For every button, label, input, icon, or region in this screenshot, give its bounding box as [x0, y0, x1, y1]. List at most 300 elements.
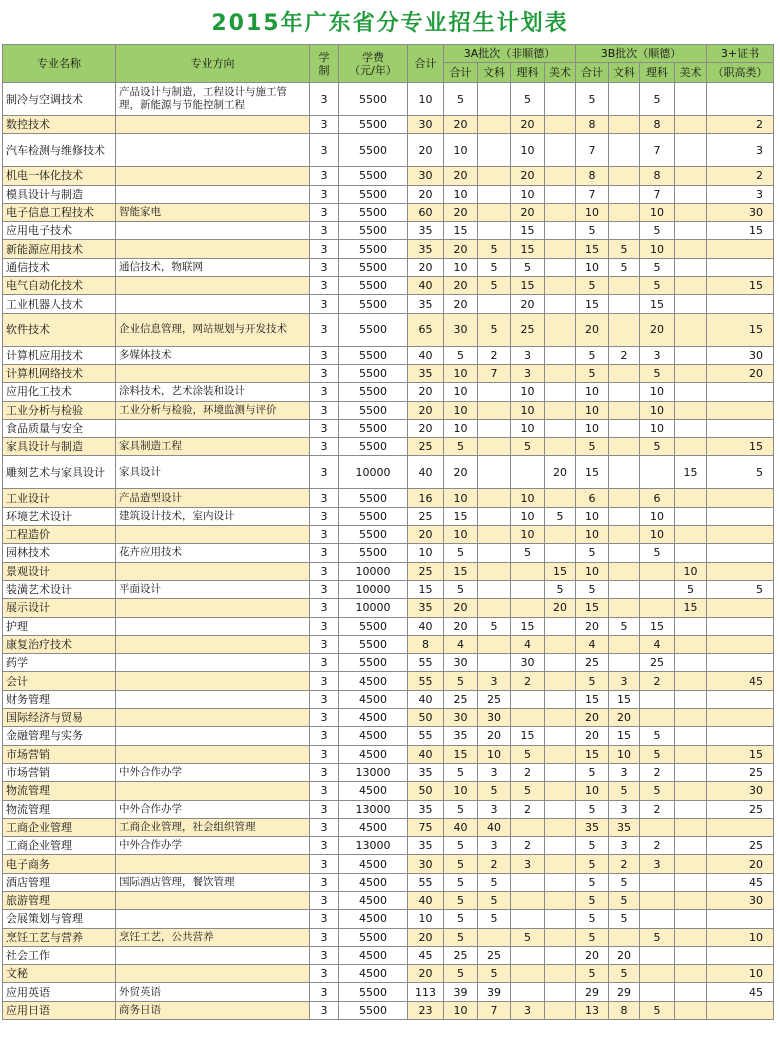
row-years: 3 [310, 295, 339, 313]
row-direction [116, 134, 310, 167]
row-cert: 25 [707, 763, 774, 781]
row-years: 3 [310, 928, 339, 946]
table-row [3, 983, 774, 1001]
row-3b-li: 10 [640, 401, 675, 419]
row-3a-wen: 5 [478, 277, 511, 295]
row-3b-total: 5 [576, 855, 609, 873]
row-fee: 5500 [339, 526, 408, 544]
row-name: 应用日语 [3, 1001, 116, 1019]
row-3b-wen: 3 [609, 763, 640, 781]
row-3a-li [511, 965, 545, 983]
row-3a-wen [478, 419, 511, 437]
row-name: 工业机器人技术 [3, 295, 116, 313]
row-3a-total: 10 [444, 258, 478, 276]
row-fee: 5500 [339, 116, 408, 134]
row-3a-mei [545, 745, 576, 763]
row-direction [116, 617, 310, 635]
table-row [3, 346, 774, 364]
row-cert: 2 [707, 167, 774, 185]
row-3b-wen [609, 599, 640, 617]
row-3b-total: 10 [576, 419, 609, 437]
row-3b-wen [609, 185, 640, 203]
row-3a-total: 20 [444, 240, 478, 258]
row-3a-li: 2 [511, 800, 545, 818]
row-3a-mei [545, 346, 576, 364]
table-row [3, 383, 774, 401]
row-3a-wen [478, 654, 511, 672]
row-3a-total: 10 [444, 782, 478, 800]
row-fee: 5500 [339, 364, 408, 382]
row-3a-total: 20 [444, 167, 478, 185]
table-row [3, 635, 774, 653]
row-3b-mei [675, 203, 707, 221]
row-3a-li: 5 [511, 782, 545, 800]
row-total: 30 [408, 855, 444, 873]
row-fee: 5500 [339, 222, 408, 240]
row-3b-total: 5 [576, 580, 609, 598]
row-3a-wen: 5 [478, 891, 511, 909]
row-3b-mei [675, 346, 707, 364]
row-3a-li: 20 [511, 203, 545, 221]
row-total: 10 [408, 83, 444, 116]
row-cert: 20 [707, 855, 774, 873]
row-3a-mei [545, 654, 576, 672]
row-name: 物流管理 [3, 800, 116, 818]
row-cert [707, 507, 774, 525]
row-3b-mei [675, 635, 707, 653]
row-total: 20 [408, 928, 444, 946]
row-3b-total: 5 [576, 837, 609, 855]
row-3a-wen: 5 [478, 782, 511, 800]
row-direction [116, 599, 310, 617]
row-3b-li [640, 983, 675, 1001]
row-total: 20 [408, 401, 444, 419]
row-3a-total: 5 [444, 928, 478, 946]
row-3b-wen: 15 [609, 727, 640, 745]
row-name: 财务管理 [3, 690, 116, 708]
row-name: 会计 [3, 672, 116, 690]
table-row [3, 507, 774, 525]
row-3a-mei [545, 383, 576, 401]
row-direction: 中外合作办学 [116, 837, 310, 855]
row-fee: 5500 [339, 617, 408, 635]
row-3a-li: 15 [511, 222, 545, 240]
row-3a-wen [478, 507, 511, 525]
row-cert [707, 818, 774, 836]
row-cert [707, 946, 774, 964]
row-3a-total: 5 [444, 873, 478, 891]
table-row [3, 672, 774, 690]
row-cert [707, 690, 774, 708]
row-3a-li [511, 873, 545, 891]
row-fee: 4500 [339, 727, 408, 745]
row-3a-li: 10 [511, 489, 545, 507]
row-years: 3 [310, 818, 339, 836]
row-3b-total: 5 [576, 277, 609, 295]
row-3a-mei [545, 313, 576, 346]
row-3a-wen [478, 580, 511, 598]
row-direction [116, 526, 310, 544]
row-total: 35 [408, 599, 444, 617]
row-direction [116, 946, 310, 964]
row-3a-total: 10 [444, 1001, 478, 1019]
row-3a-wen [478, 562, 511, 580]
row-3b-wen [609, 507, 640, 525]
row-total: 35 [408, 240, 444, 258]
row-name: 金融管理与实务 [3, 727, 116, 745]
row-3a-total: 10 [444, 364, 478, 382]
row-name: 市场营销 [3, 745, 116, 763]
row-3b-mei: 5 [675, 580, 707, 598]
table-row [3, 763, 774, 781]
row-3b-total: 5 [576, 672, 609, 690]
row-3a-total: 5 [444, 763, 478, 781]
row-3b-total: 10 [576, 526, 609, 544]
row-3b-mei [675, 134, 707, 167]
row-3b-wen [609, 383, 640, 401]
row-3b-total: 20 [576, 709, 609, 727]
row-name: 数控技术 [3, 116, 116, 134]
row-3a-mei: 5 [545, 580, 576, 598]
row-3a-mei [545, 910, 576, 928]
row-3b-mei [675, 855, 707, 873]
header-years [310, 45, 339, 83]
row-name: 环境艺术设计 [3, 507, 116, 525]
row-fee: 4500 [339, 709, 408, 727]
row-3a-total: 5 [444, 580, 478, 598]
row-name: 应用电子技术 [3, 222, 116, 240]
row-3a-mei [545, 258, 576, 276]
row-3b-wen [609, 203, 640, 221]
row-3a-li: 4 [511, 635, 545, 653]
row-direction [116, 222, 310, 240]
row-3a-li [511, 709, 545, 727]
row-3b-total: 20 [576, 727, 609, 745]
row-3b-total: 6 [576, 489, 609, 507]
table-row [3, 526, 774, 544]
row-3a-wen: 3 [478, 672, 511, 690]
row-3a-li: 15 [511, 727, 545, 745]
enrollment-plan-table [2, 44, 774, 1020]
row-name: 制冷与空调技术 [3, 83, 116, 116]
row-3b-li: 3 [640, 346, 675, 364]
row-3a-li: 10 [511, 507, 545, 525]
row-3a-mei [545, 222, 576, 240]
row-3a-mei [545, 983, 576, 1001]
row-total: 20 [408, 185, 444, 203]
row-total: 45 [408, 946, 444, 964]
row-3a-wen: 20 [478, 727, 511, 745]
row-3a-total: 5 [444, 438, 478, 456]
row-3b-wen [609, 313, 640, 346]
row-3a-wen: 5 [478, 873, 511, 891]
row-name: 计算机应用技术 [3, 346, 116, 364]
row-fee: 5500 [339, 313, 408, 346]
row-name: 模具设计与制造 [3, 185, 116, 203]
row-fee: 5500 [339, 983, 408, 1001]
row-years: 3 [310, 635, 339, 653]
row-name: 工业分析与检验 [3, 401, 116, 419]
table-row [3, 690, 774, 708]
row-fee: 4500 [339, 782, 408, 800]
table-row [3, 837, 774, 855]
header-3a-li: 理科 [511, 63, 545, 83]
row-direction [116, 364, 310, 382]
header-group-3b: 3B批次（顺德） [576, 45, 707, 63]
row-name: 展示设计 [3, 599, 116, 617]
header-3b-li: 理科 [640, 63, 675, 83]
table-row [3, 203, 774, 221]
row-cert [707, 617, 774, 635]
row-3a-total: 5 [444, 83, 478, 116]
row-cert: 30 [707, 782, 774, 800]
row-3b-total: 15 [576, 240, 609, 258]
row-3a-li: 3 [511, 855, 545, 873]
table-row [3, 222, 774, 240]
row-cert: 15 [707, 313, 774, 346]
row-direction: 工业分析与检验，环境监测与评价 [116, 401, 310, 419]
row-3b-li: 10 [640, 203, 675, 221]
row-3b-li: 5 [640, 222, 675, 240]
row-3a-mei [545, 946, 576, 964]
row-total: 10 [408, 910, 444, 928]
row-3b-mei [675, 116, 707, 134]
row-direction: 国际酒店管理，餐饮管理 [116, 873, 310, 891]
row-3b-mei [675, 401, 707, 419]
row-fee: 4500 [339, 891, 408, 909]
row-3b-wen: 20 [609, 946, 640, 964]
row-direction [116, 419, 310, 437]
row-3b-wen: 35 [609, 818, 640, 836]
row-3b-li [640, 965, 675, 983]
table-row [3, 910, 774, 928]
row-3b-li: 20 [640, 313, 675, 346]
row-total: 15 [408, 580, 444, 598]
row-name: 康复治疗技术 [3, 635, 116, 653]
row-direction [116, 562, 310, 580]
row-3b-wen: 3 [609, 800, 640, 818]
row-3a-mei [545, 167, 576, 185]
row-cert: 15 [707, 222, 774, 240]
header-name: 专业名称 [3, 45, 116, 83]
row-3a-total: 10 [444, 489, 478, 507]
row-years: 3 [310, 167, 339, 185]
row-total: 50 [408, 782, 444, 800]
row-fee: 5500 [339, 419, 408, 437]
row-3a-li [511, 690, 545, 708]
row-direction [116, 745, 310, 763]
row-3a-mei [545, 800, 576, 818]
header-fee-label: 学费 [362, 50, 384, 64]
row-direction [116, 116, 310, 134]
row-total: 40 [408, 745, 444, 763]
row-direction: 建筑设计技术，室内设计 [116, 507, 310, 525]
row-3b-li [640, 562, 675, 580]
row-years: 3 [310, 526, 339, 544]
row-cert: 45 [707, 672, 774, 690]
row-3a-total: 20 [444, 617, 478, 635]
row-fee: 4500 [339, 946, 408, 964]
row-years: 3 [310, 544, 339, 562]
row-total: 23 [408, 1001, 444, 1019]
row-3b-wen: 5 [609, 965, 640, 983]
table-row [3, 438, 774, 456]
row-direction: 中外合作办学 [116, 763, 310, 781]
row-years: 3 [310, 891, 339, 909]
table-row [3, 580, 774, 598]
row-3b-li [640, 599, 675, 617]
row-fee: 4500 [339, 818, 408, 836]
row-name: 装潢艺术设计 [3, 580, 116, 598]
row-cert [707, 83, 774, 116]
row-3a-mei [545, 295, 576, 313]
row-direction [116, 240, 310, 258]
row-3a-mei [545, 709, 576, 727]
row-3a-mei [545, 116, 576, 134]
row-3a-total: 20 [444, 277, 478, 295]
row-3a-wen: 5 [478, 617, 511, 635]
row-total: 20 [408, 526, 444, 544]
row-3a-mei: 20 [545, 599, 576, 617]
row-3a-mei [545, 965, 576, 983]
row-3a-mei [545, 855, 576, 873]
row-3b-li: 10 [640, 240, 675, 258]
row-3b-li: 15 [640, 295, 675, 313]
row-3b-wen [609, 222, 640, 240]
row-3a-wen: 5 [478, 313, 511, 346]
row-fee: 5500 [339, 635, 408, 653]
row-fee: 5500 [339, 167, 408, 185]
row-cert: 15 [707, 438, 774, 456]
row-years: 3 [310, 580, 339, 598]
row-3b-li: 8 [640, 116, 675, 134]
row-years: 3 [310, 855, 339, 873]
row-name: 工商企业管理 [3, 818, 116, 836]
row-3b-wen: 5 [609, 240, 640, 258]
row-name: 会展策划与管理 [3, 910, 116, 928]
row-3a-li: 10 [511, 134, 545, 167]
row-3a-mei [545, 526, 576, 544]
row-3a-li [511, 599, 545, 617]
row-years: 3 [310, 507, 339, 525]
row-3a-wen [478, 134, 511, 167]
row-3b-wen: 20 [609, 709, 640, 727]
table-row [3, 818, 774, 836]
row-3b-mei: 15 [675, 456, 707, 489]
row-3b-li: 5 [640, 782, 675, 800]
row-total: 40 [408, 891, 444, 909]
row-3a-wen: 7 [478, 1001, 511, 1019]
row-fee: 5500 [339, 185, 408, 203]
row-direction: 多媒体技术 [116, 346, 310, 364]
row-3a-total: 5 [444, 800, 478, 818]
row-3b-li: 7 [640, 185, 675, 203]
row-3b-li: 5 [640, 544, 675, 562]
row-fee: 13000 [339, 837, 408, 855]
header-fee [339, 45, 408, 83]
row-3a-li: 15 [511, 277, 545, 295]
row-3b-li: 10 [640, 383, 675, 401]
row-3b-li: 5 [640, 1001, 675, 1019]
row-3a-total: 30 [444, 313, 478, 346]
row-3b-mei [675, 690, 707, 708]
row-fee: 4500 [339, 855, 408, 873]
header-total: 合计 [408, 45, 444, 83]
row-cert [707, 383, 774, 401]
row-3b-total: 5 [576, 928, 609, 946]
row-cert: 5 [707, 456, 774, 489]
row-3a-li: 5 [511, 544, 545, 562]
row-years: 3 [310, 222, 339, 240]
row-cert: 15 [707, 745, 774, 763]
row-years: 3 [310, 727, 339, 745]
row-3a-wen [478, 116, 511, 134]
row-total: 10 [408, 544, 444, 562]
row-3b-li: 5 [640, 727, 675, 745]
row-3b-mei [675, 277, 707, 295]
row-direction: 中外合作办学 [116, 800, 310, 818]
row-cert: 30 [707, 346, 774, 364]
row-name: 通信技术 [3, 258, 116, 276]
row-3b-wen [609, 562, 640, 580]
table-row [3, 855, 774, 873]
row-3b-mei [675, 709, 707, 727]
row-3a-li: 5 [511, 745, 545, 763]
row-3b-total: 10 [576, 782, 609, 800]
row-name: 工程造价 [3, 526, 116, 544]
row-fee: 10000 [339, 580, 408, 598]
row-3b-mei [675, 526, 707, 544]
table-row [3, 745, 774, 763]
row-3a-total: 20 [444, 599, 478, 617]
row-3b-total: 25 [576, 654, 609, 672]
table-row [3, 456, 774, 489]
row-3a-mei [545, 277, 576, 295]
row-name: 酒店管理 [3, 873, 116, 891]
row-cert: 20 [707, 364, 774, 382]
row-direction [116, 891, 310, 909]
row-3a-li: 30 [511, 654, 545, 672]
row-3b-mei [675, 489, 707, 507]
row-direction [116, 635, 310, 653]
row-3a-wen: 25 [478, 946, 511, 964]
header-group-cert: 3+证书 [707, 45, 774, 63]
row-3a-mei: 15 [545, 562, 576, 580]
row-3a-mei [545, 763, 576, 781]
row-direction: 通信技术，物联网 [116, 258, 310, 276]
row-3a-wen [478, 222, 511, 240]
row-years: 3 [310, 599, 339, 617]
row-cert [707, 599, 774, 617]
row-fee: 10000 [339, 456, 408, 489]
row-3a-wen: 5 [478, 910, 511, 928]
row-total: 55 [408, 873, 444, 891]
row-name: 社会工作 [3, 946, 116, 964]
header-group-3a: 3A批次（非顺德） [444, 45, 576, 63]
row-fee: 5500 [339, 134, 408, 167]
row-3a-wen: 39 [478, 983, 511, 1001]
row-3b-mei [675, 745, 707, 763]
row-3a-wen [478, 544, 511, 562]
row-total: 40 [408, 456, 444, 489]
table-row [3, 134, 774, 167]
row-fee: 5500 [339, 1001, 408, 1019]
row-3b-total: 5 [576, 438, 609, 456]
row-fee: 10000 [339, 562, 408, 580]
row-name: 汽车检测与维修技术 [3, 134, 116, 167]
row-name: 雕刻艺术与家具设计 [3, 456, 116, 489]
row-3b-wen [609, 167, 640, 185]
